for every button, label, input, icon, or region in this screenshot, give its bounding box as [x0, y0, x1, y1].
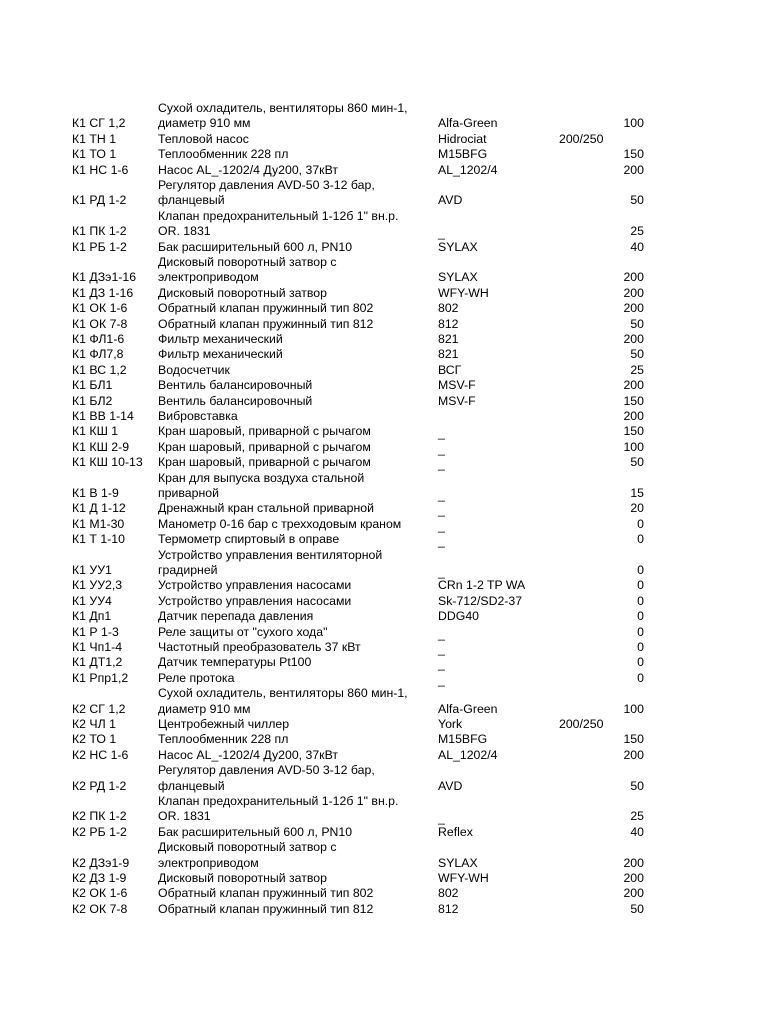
table-row	[0, 147, 768, 162]
table-row	[0, 255, 768, 286]
item-brand: _	[438, 626, 445, 641]
item-code: К1 ПК 1-2	[72, 224, 127, 239]
item-code: К1 Чп1-4	[72, 640, 123, 654]
item-code: К1 В 1-9	[72, 485, 119, 500]
table-row	[0, 424, 768, 439]
item-brand: M15BFG	[438, 732, 488, 747]
item-code: К2 РД 1-2	[72, 778, 127, 793]
item-diameter: 100	[623, 701, 644, 716]
item-diameter: 15	[630, 485, 644, 500]
item-diameter: 0	[637, 578, 644, 593]
item-diameter: 25	[630, 224, 644, 239]
item-name: Датчик температуры Pt100	[158, 655, 312, 670]
item-diameter: 50	[630, 347, 644, 362]
item-name: Насос AL_-1202/4 Ду200, 37кВт	[158, 162, 338, 177]
item-brand: AL_1202/4	[438, 747, 498, 762]
item-code: К1 КШ 1	[72, 424, 119, 439]
item-code: К1 ВС 1,2	[72, 362, 127, 377]
item-brand: Alfa-Green	[438, 116, 498, 131]
item-brand: 802	[438, 886, 459, 901]
item-code: К1 БЛ2	[72, 393, 113, 408]
item-name: Насос AL_-1202/4 Ду200, 37кВт	[158, 747, 338, 762]
table-row	[0, 209, 768, 240]
item-diameter: 200	[623, 270, 644, 285]
table-row	[0, 578, 768, 593]
item-name: Теплообменник 228 пл	[158, 732, 289, 747]
item-name: Сухой охладитель, вентиляторы 860 мин-1,	[158, 101, 408, 115]
item-code: К1 ВВ 1-14	[72, 409, 134, 423]
item-brand: Reflex	[438, 824, 473, 839]
item-diameter: 200	[623, 747, 644, 762]
table-row	[0, 378, 768, 393]
item-brand: 821	[438, 347, 459, 362]
item-diameter: 0	[637, 640, 644, 654]
item-name: Тепловой насос	[158, 131, 249, 146]
item-brand: AL_1202/4	[438, 162, 498, 177]
item-code: К2 ДЗ 1-9	[72, 871, 127, 885]
item-brand: Hidrociat	[438, 131, 487, 146]
item-brand: _	[438, 642, 445, 656]
item-code: К1 Дп1	[72, 609, 112, 624]
item-name: Центробежный чиллер	[158, 717, 290, 731]
item-brand: 812	[438, 316, 459, 331]
item-code: К1 ТО 1	[72, 147, 117, 162]
item-name: Дисковый поворотный затвор с	[158, 255, 337, 269]
item-diameter: 150	[623, 424, 644, 439]
item-code: К1 ДЗ 1-16	[72, 285, 134, 300]
item-code: К1 УУ4	[72, 593, 112, 608]
item-name: Вентиль балансировочный	[158, 378, 313, 393]
table-row	[0, 532, 768, 547]
item-code: К1 НС 1-6	[72, 162, 129, 177]
item-name: Вентиль балансировочный	[158, 393, 313, 408]
item-name: Обратный клапан пружинный тип 812	[158, 316, 374, 331]
item-diameter: 200	[623, 855, 644, 870]
item-brand: Sk-712/SD2-37	[438, 593, 523, 608]
table-row	[0, 763, 768, 794]
item-diameter: 150	[623, 732, 644, 747]
item-diameter: 50	[630, 193, 644, 208]
item-name: Дисковый поворотный затвор с	[158, 840, 337, 855]
item-code: К1 ДЗэ1-16	[72, 270, 137, 285]
item-code: К1 М1-30	[72, 516, 125, 531]
item-diameter: 50	[630, 316, 644, 331]
item-code: К1 КШ 2-9	[72, 439, 130, 454]
table-row	[0, 394, 768, 409]
table-row	[0, 686, 768, 717]
item-name: Клапан предохранительный 1-12б 1" вн.р.	[158, 794, 399, 808]
item-diameter: 40	[630, 239, 644, 254]
item-diameter: 20	[630, 501, 644, 516]
table-row	[0, 717, 768, 732]
item-brand: 821	[438, 332, 459, 346]
item-diameter: 0	[637, 624, 644, 639]
table-row	[0, 347, 768, 362]
item-diameter: 200	[623, 871, 644, 885]
item-name: Регулятор давления AVD-50 3-12 бар,	[158, 763, 375, 778]
item-diameter: 0	[637, 562, 644, 577]
item-brand: _	[438, 503, 445, 518]
item-diameter: 25	[630, 362, 644, 377]
item-code: К2 НС 1-6	[72, 747, 129, 762]
item-name: Бак расширительный 600 л, PN10	[158, 824, 353, 839]
item-code: К1 ДТ1,2	[72, 655, 123, 670]
item-diameter: 50	[630, 778, 644, 793]
item-brand: MSV-F	[438, 393, 476, 408]
item-code: К2 ЧЛ 1	[72, 717, 116, 731]
item-brand: SYLAX	[438, 855, 478, 870]
table-row	[0, 163, 768, 178]
table-row	[0, 625, 768, 640]
item-brand: York	[438, 717, 463, 731]
item-name: Фильтр механический	[158, 332, 283, 346]
table-row	[0, 101, 768, 132]
item-name: Кран шаровый, приварной с рычагом	[158, 424, 371, 439]
item-name: диаметр 910 мм	[158, 701, 251, 716]
item-name: Сухой охладитель, вентиляторы 860 мин-1,	[158, 686, 408, 701]
table-row	[0, 871, 768, 886]
table-row	[0, 178, 768, 209]
table-row	[0, 548, 768, 579]
table-row	[0, 902, 768, 917]
table-row	[0, 286, 768, 301]
item-code: К1 РД 1-2	[72, 193, 127, 208]
item-code: К2 СГ 1,2	[72, 701, 126, 716]
item-brand: _	[438, 441, 445, 456]
table-row	[0, 440, 768, 455]
item-brand: WFY-WH	[438, 871, 489, 885]
item-code: К1 ОК 1-6	[72, 301, 128, 316]
item-brand: ВСГ	[438, 362, 462, 377]
item-extra: 200/250	[559, 717, 604, 731]
table-row	[0, 655, 768, 670]
table-row	[0, 455, 768, 470]
item-diameter: 0	[637, 655, 644, 670]
item-brand: WFY-WH	[438, 285, 489, 300]
item-name: Водосчетчик	[158, 362, 230, 377]
item-code: К1 СГ 1,2	[72, 116, 126, 131]
item-name: Бак расширительный 600 л, PN10	[158, 239, 353, 254]
item-name: Регулятор давления AVD-50 3-12 бар,	[158, 178, 375, 192]
table-row	[0, 409, 768, 424]
item-extra: 200/250	[559, 131, 604, 146]
item-code: К2 ОК 1-6	[72, 886, 128, 901]
item-code: К1 БЛ1	[72, 378, 113, 393]
item-name: Кран шаровый, приварной с рычагом	[158, 439, 371, 454]
item-code: К1 ФЛ7,8	[72, 347, 124, 362]
table-row	[0, 471, 768, 502]
item-code: К1 Рпр1,2	[72, 670, 129, 685]
item-name: Реле протока	[158, 670, 235, 685]
table-row	[0, 609, 768, 624]
table-row	[0, 794, 768, 825]
item-code: К1 УУ1	[72, 562, 112, 577]
item-diameter: 200	[623, 162, 644, 177]
table-row	[0, 594, 768, 609]
table-row	[0, 748, 768, 763]
item-diameter: 0	[637, 532, 644, 547]
item-brand: _	[438, 426, 445, 441]
item-code: К1 Р 1-3	[72, 624, 119, 639]
item-name: Дисковый поворотный затвор	[158, 285, 327, 300]
table-row	[0, 886, 768, 901]
item-diameter: 100	[623, 439, 644, 454]
table-row	[0, 640, 768, 655]
item-brand: MSV-F	[438, 378, 476, 393]
table-row	[0, 825, 768, 840]
table-row	[0, 332, 768, 347]
item-code: К2 ТО 1	[72, 732, 117, 747]
item-code: К1 Т 1-10	[72, 532, 125, 547]
item-code: К2 РБ 1-2	[72, 824, 127, 839]
table-row	[0, 840, 768, 871]
item-name: Устройство управления насосами	[158, 578, 352, 593]
item-brand: 802	[438, 301, 459, 316]
item-diameter: 40	[630, 824, 644, 839]
table-row	[0, 301, 768, 316]
item-brand: CRn 1-2 TP WA	[438, 578, 526, 593]
item-code: К2 ДЗэ1-9	[72, 855, 130, 870]
item-diameter: 50	[630, 901, 644, 916]
item-code: К1 КШ 10-13	[72, 455, 143, 470]
item-name: диаметр 910 мм	[158, 116, 251, 131]
item-brand: Alfa-Green	[438, 701, 498, 716]
item-code: К1 УУ2,3	[72, 578, 123, 593]
item-name: Реле защиты от "сухого хода"	[158, 624, 328, 639]
item-name: Датчик перепада давления	[158, 609, 314, 624]
item-diameter: 0	[637, 593, 644, 608]
item-diameter: 25	[630, 809, 644, 824]
item-brand: 812	[438, 901, 459, 916]
item-diameter: 200	[623, 409, 644, 423]
item-name: OR. 1831	[158, 224, 211, 239]
item-name: Дренажный кран стальной приварной	[158, 501, 374, 516]
item-diameter: 200	[623, 886, 644, 901]
item-code: К1 РБ 1-2	[72, 239, 127, 254]
item-brand: _	[438, 564, 445, 579]
item-name: фланцевый	[158, 193, 225, 208]
item-brand: AVD	[438, 778, 463, 793]
item-diameter: 200	[623, 378, 644, 393]
item-name: Кран для выпуска воздуха стальной	[158, 470, 365, 485]
item-brand: AVD	[438, 193, 463, 208]
item-code: К1 Д 1-12	[72, 501, 126, 516]
item-brand: _	[438, 672, 445, 687]
item-brand: DDG40	[438, 609, 480, 624]
item-code: К1 ФЛ1-6	[72, 332, 125, 346]
item-brand: M15BFG	[438, 147, 488, 162]
table-row	[0, 517, 768, 532]
item-name: электроприводом	[158, 855, 259, 870]
item-name: Обратный клапан пружинный тип 802	[158, 886, 374, 901]
item-name: фланцевый	[158, 778, 225, 793]
item-diameter: 0	[637, 670, 644, 685]
item-code: К1 ОК 7-8	[72, 316, 128, 331]
item-name: OR. 1831	[158, 809, 211, 824]
table-row	[0, 240, 768, 255]
item-name: Обратный клапан пружинный тип 802	[158, 301, 374, 316]
item-brand: _	[438, 457, 445, 472]
item-diameter: 200	[623, 301, 644, 316]
table-row	[0, 317, 768, 332]
item-brand: _	[438, 226, 445, 241]
item-name: электроприводом	[158, 270, 259, 285]
item-brand: _	[438, 811, 445, 826]
item-code: К2 ПК 1-2	[72, 809, 127, 824]
item-name: Кран шаровый, приварной с рычагом	[158, 455, 371, 470]
item-diameter: 0	[637, 609, 644, 624]
item-name: Термометр спиртовый в оправе	[158, 532, 340, 547]
item-brand: SYLAX	[438, 239, 478, 254]
item-diameter: 50	[630, 455, 644, 470]
item-name: Фильтр механический	[158, 347, 283, 362]
item-name: Манометр 0-16 бар с трехходовым краном	[158, 516, 402, 531]
item-brand: _	[438, 487, 445, 502]
table-row	[0, 132, 768, 147]
item-name: Частотный преобразователь 37 кВт	[158, 640, 361, 654]
item-name: Клапан предохранительный 1-12б 1" вн.р.	[158, 208, 399, 223]
item-brand: _	[438, 534, 445, 549]
item-diameter: 100	[623, 116, 644, 131]
item-name: Устройство управления вентиляторной	[158, 547, 383, 562]
item-diameter: 200	[623, 285, 644, 300]
item-name: приварной	[158, 485, 219, 500]
item-diameter: 150	[623, 393, 644, 408]
table-row	[0, 671, 768, 686]
item-name: Обратный клапан пружинный тип 812	[158, 901, 374, 916]
item-diameter: 200	[623, 332, 644, 346]
item-name: Дисковый поворотный затвор	[158, 871, 327, 885]
table-row	[0, 363, 768, 378]
table-row	[0, 732, 768, 747]
item-name: градирней	[158, 562, 218, 577]
item-name: Теплообменник 228 пл	[158, 147, 289, 162]
item-brand: _	[438, 657, 445, 672]
item-brand: _	[438, 518, 445, 533]
item-name: Вибровставка	[158, 409, 238, 423]
item-diameter: 150	[623, 147, 644, 162]
item-diameter: 0	[637, 516, 644, 531]
item-name: Устройство управления насосами	[158, 593, 352, 608]
item-code: К1 ТН 1	[72, 131, 117, 146]
table-row	[0, 501, 768, 516]
item-brand: SYLAX	[438, 270, 478, 285]
item-code: К2 ОК 7-8	[72, 901, 128, 916]
